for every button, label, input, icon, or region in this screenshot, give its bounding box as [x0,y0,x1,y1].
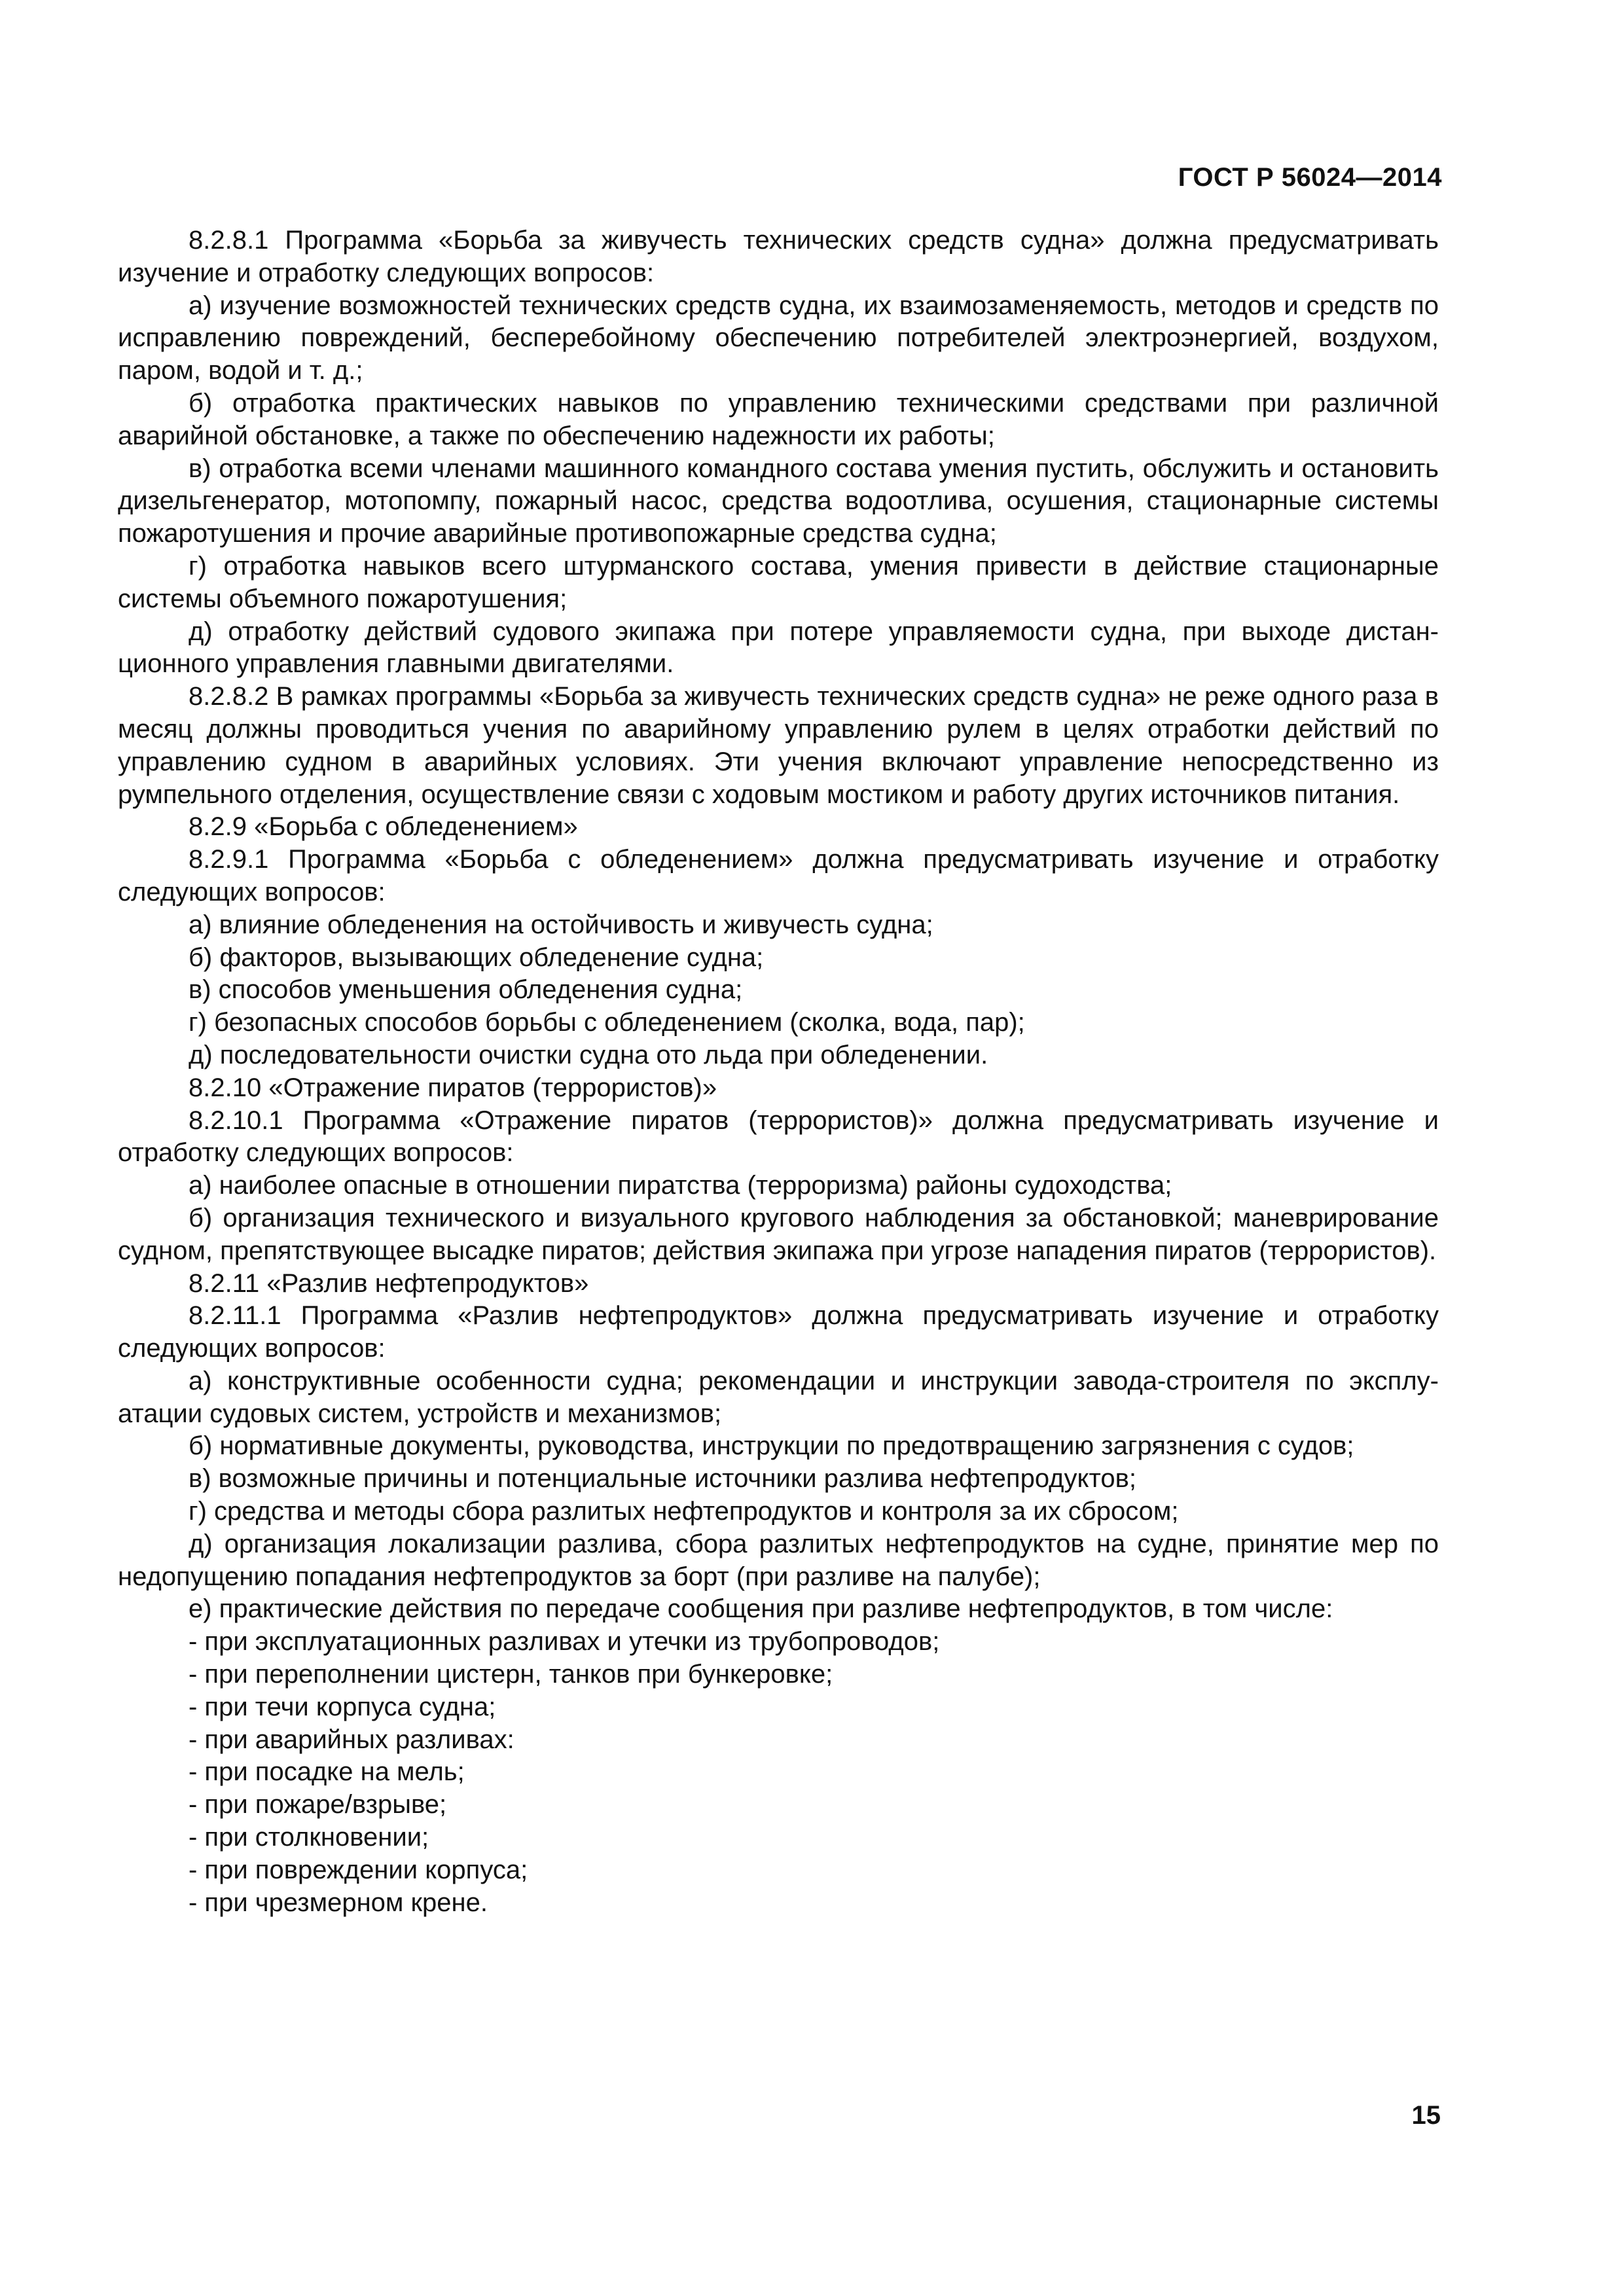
list-item-g: г) отработка навыков всего штурманского состава, умения привести в действие стационарные системы объемного пожаротушения; [118,551,1439,613]
dash-list-item: - при столкновении; [189,1823,429,1852]
list-item-g: г) средства и методы сбора разлитых нефтепродуктов и контроля за их сбросом; [189,1497,1179,1526]
dash-list-item: - при посадке на мель; [189,1757,465,1787]
dash-list-item: - при течи корпуса судна; [189,1692,496,1721]
list-item-a: а) наиболее опасные в отношении пиратства (терроризма) районы судоходства; [189,1171,1172,1200]
section-heading-8-2-9: 8.2.9 «Борьба с обледенением» [189,812,578,842]
document-body [118,224,1439,1919]
dash-list-item: - при повреждении корпуса; [189,1855,528,1884]
paragraph-8-2-10-1: 8.2.10.1 Программа «Отражение пиратов (террористов)» должна предусматривать изучение и отработку следующих вопросов: [118,1105,1439,1168]
list-item-g: г) безопасных способов борьбы с обледенением (сколка, вода, пар); [189,1008,1025,1037]
dash-list-item: - при чрезмерном крене. [189,1888,488,1917]
paragraph-8-2-8-1: 8.2.8.1 Программа «Борьба за живучесть технических средств судна» должна предусматривать изучение и отработку следующих вопросов: [118,226,1439,287]
list-item-d: д) последовательности очистки судна ото льда при обледенении. [189,1040,988,1069]
list-item-d: д) отработку действий судового экипажа при потере управляемости судна, при выходе дистанционного управления главными двигателями. [118,617,1439,679]
dash-list-item: - при пожаре/взрыве; [189,1790,447,1820]
list-item-b: б) факторов, вызывающих обледенение судна; [189,942,764,972]
list-item-v: в) отработка всеми членами машинного командного состава умения пустить, обслужить и остановить дизельгенератор, мотопомпу, пожарный насос, средства водоотлива, осушения, стационарные системы пожаротушения и прочие аварийные противопожарные средства судна; [118,454,1439,548]
list-item-d: д) организация локализации разлива, сбора разлитых нефтепродуктов на судне, принятие мер по недопущению попадания нефтепродуктов за борт (при разливе на палубе); [118,1529,1439,1591]
list-item-b: б) нормативные документы, руководства, инструкции по предотвращению загрязнения с судов; [189,1431,1354,1461]
list-item-e: е) практические действия по передаче сообщения при разливе нефтепродуктов, в том числе: [189,1594,1333,1624]
list-item-v: в) возможные причины и потенциальные источники разлива нефтепродуктов; [189,1464,1136,1494]
section-heading-8-2-10: 8.2.10 «Отражение пиратов (террористов)» [189,1073,717,1102]
list-item-b: б) организация технического и визуального кругового наблюдения за обстановкой; маневрирование судном, препятствующее высадке пиратов; действия экипажа при угрозе нападения пиратов (террористов). [118,1203,1439,1265]
dash-list-item: - при эксплуатационных разливах и утечки из трубопроводов; [189,1627,940,1657]
list-item-a: а) изучение возможностей технических средств судна, их взаимозаменяемость, методов и средств по исправлению повреждений, бесперебойному обеспечению потребителей электроэнергией, воздухом, паром, водой и т. д.; [118,291,1439,386]
paragraph-8-2-8-2: 8.2.8.2 В рамках программы «Борьба за живучесть технических средств судна» не реже одного раза в месяц должны проводиться учения по аварийному управлению рулем в целях отработки действий по управлению судном в аварийных условиях. Эти учения включают управление непосредственно из румпельного отделения, осуществление связи с ходовым мостиком и работу других источников питания. [118,682,1439,809]
paragraph-8-2-9-1: 8.2.9.1 Программа «Борьба с обледенением» должна предусматривать изучение и отработку следующих вопросов: [118,845,1439,906]
paragraph-8-2-11-1: 8.2.11.1 Программа «Разлив нефтепродуктов» должна предусматривать изучение и отработку следующих вопросов: [118,1301,1439,1363]
dash-list-item: - при аварийных разливах: [189,1725,514,1754]
section-heading-8-2-11: 8.2.11 «Разлив нефтепродуктов» [189,1268,589,1298]
list-item-a: а) влияние обледенения на остойчивость и живучесть судна; [189,910,933,939]
list-item-a: а) конструктивные особенности судна; рекомендации и инструкции завода-строителя по эксплуатации судовых систем, устройств и механизмов; [118,1366,1439,1428]
dash-list-item: - при переполнении цистерн, танков при бункеровке; [189,1660,833,1689]
list-item-b: б) отработка практических навыков по управлению техническими средствами при различной аварийной обстановке, а также по обеспечению надежности их работы; [118,388,1439,450]
list-item-v: в) способов уменьшения обледенения судна; [189,975,743,1005]
page-number: 15 [1411,2101,1441,2130]
document-code-header: ГОСТ Р 56024—2014 [1178,163,1442,192]
